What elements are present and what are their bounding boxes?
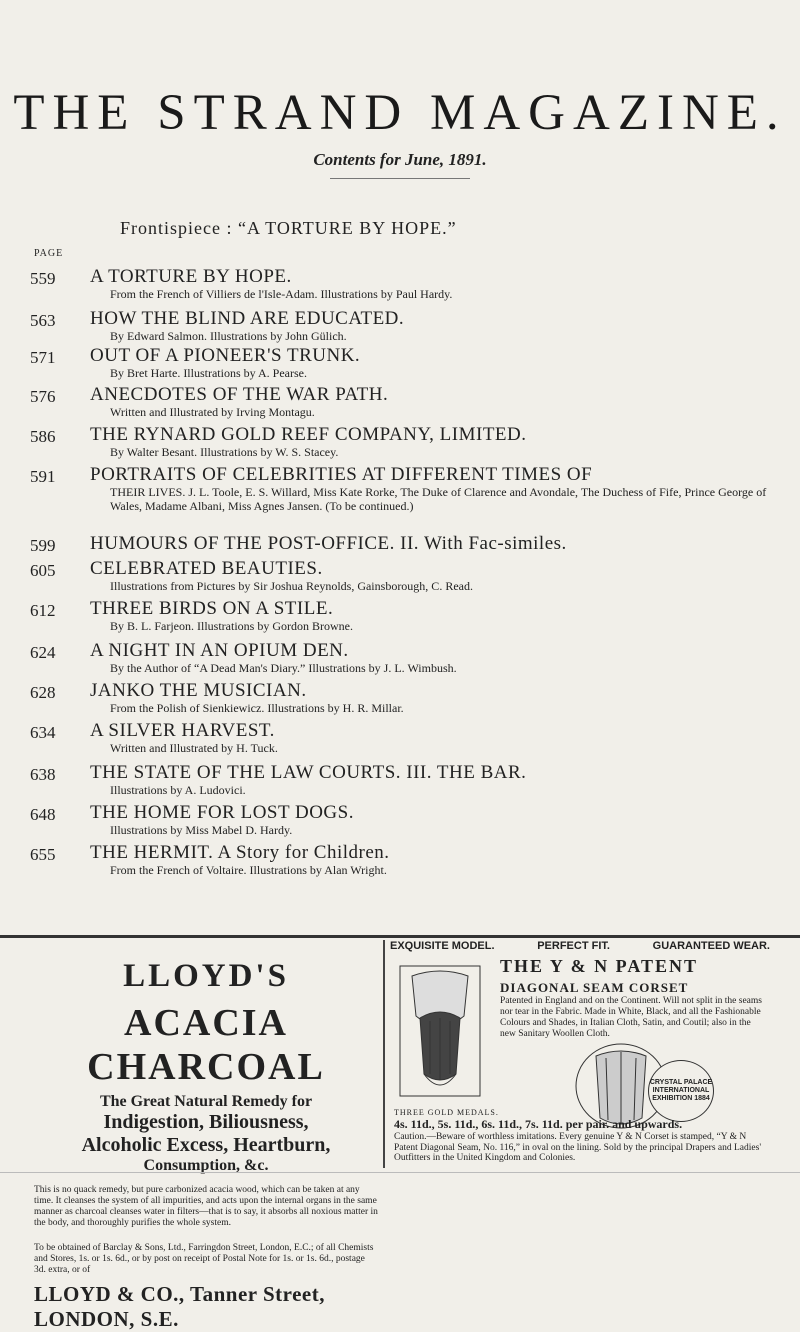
entry-credit: By the Author of “A Dead Man's Diary.” Illustrations by J. L. Wimbush.: [110, 661, 457, 675]
entry-title: THE RYNARD GOLD REEF COMPANY, LIMITED.: [90, 424, 527, 445]
entry-credit: By Walter Besant. Illustrations by W. S. Stacey.: [110, 445, 339, 459]
entry-credit: Illustrations from Pictures by Sir Joshua Reynolds, Gainsborough, C. Read.: [110, 579, 473, 593]
entry-credit: From the Polish of Sienkiewicz. Illustrations by H. R. Millar.: [110, 701, 404, 715]
ad-tagline: Alcoholic Excess, Heartburn,: [81, 1134, 331, 1156]
toc-entry: [30, 384, 790, 424]
entry-title: A SILVER HARVEST.: [90, 720, 275, 741]
corset-ad: [390, 940, 770, 1170]
entry-credit: By B. L. Farjeon. Illustrations by Gordon Browne.: [110, 619, 353, 633]
entry-title: THE STATE OF THE LAW COURTS. III. THE BAR.: [90, 762, 527, 783]
prices-line: 4s. 11d., 5s. 11d., 6s. 11d., 7s. 11d. per pair. and upwards.: [394, 1117, 683, 1131]
ad-header-right: GUARANTEED WEAR.: [652, 940, 770, 952]
ad-divider: [383, 940, 385, 1168]
page-number: 628: [30, 683, 56, 702]
ad-address: To be obtained of Barclay & Sons, Ltd., Farringdon Street, London, E.C.; of all Chemists and Stores, 1s. or 1s. 6d., or by post on receipt of Postal Note for 1s. or 1s. 6d., postage 3d. extra, or of: [34, 1243, 374, 1275]
entry-title: THE HOME FOR LOST DOGS.: [90, 802, 354, 823]
divider: [330, 178, 470, 179]
page-number: 563: [30, 311, 56, 330]
ad-tagline: Indigestion, Biliousness,: [103, 1111, 309, 1133]
toc-entry: [30, 640, 790, 680]
corset-description: Patented in England and on the Continent. Will not split in the seams nor tear in the Fabric. Made in White, Black, and all the Fashionable Colours and Shades, in Italian Cloth, Satin, and Coutil; also in the new Sanitary Woollen Cloth.: [500, 996, 762, 1039]
entry-title: A NIGHT IN AN OPIUM DEN.: [90, 640, 349, 661]
toc-entry: [30, 533, 790, 558]
entry-title: HUMOURS OF THE POST-OFFICE. II. With Fac-similes.: [90, 533, 567, 554]
toc-entry: [30, 680, 790, 720]
page-number: 624: [30, 643, 56, 662]
masthead: THE STRAND MAGAZINE.: [13, 85, 787, 141]
page-number: 559: [30, 269, 56, 288]
page-number: 638: [30, 765, 56, 784]
page-number: 655: [30, 845, 56, 864]
entry-title: HOW THE BLIND ARE EDUCATED.: [90, 308, 405, 329]
entry-title: ANECDOTES OF THE WAR PATH.: [90, 384, 389, 405]
toc-entry: [30, 266, 790, 308]
entry-title: PORTRAITS OF CELEBRITIES AT DIFFERENT TIMES OF: [90, 464, 593, 485]
page-number: 599: [30, 536, 56, 555]
toc-entry: [30, 308, 790, 345]
caution-text: Caution.—Beware of worthless imitations. Every genuine Y & N Corset is stamped, “Y & N Patent Diagonal Seam, No. 116,” in oval on the lining. Sold by the principal Drapers and Ladies' Outfitters in the United Kingdom and Colonies.: [394, 1132, 762, 1163]
corset-figure-illustration: [390, 956, 490, 1104]
ad-tagline: Consumption, &c.: [143, 1157, 269, 1174]
entry-credit: Illustrations by A. Ludovici.: [110, 783, 246, 797]
ad-header-left: EXQUISITE MODEL.: [390, 940, 495, 952]
bottom-rule: [0, 1172, 800, 1173]
page-number: 576: [30, 387, 56, 406]
page-number: 591: [30, 467, 56, 486]
corset-brand: THE Y & N PATENT: [500, 956, 699, 976]
entry-credit: Written and Illustrated by H. Tuck.: [110, 741, 278, 755]
ad-tagline: The Great Natural Remedy for: [99, 1093, 313, 1110]
ad-header-mid: PERFECT FIT.: [537, 940, 610, 952]
toc-entry: [30, 842, 790, 880]
ad-section-rule: [0, 935, 800, 938]
page-number: 648: [30, 805, 56, 824]
medals-line: THREE GOLD MEDALS.: [394, 1108, 499, 1117]
entry-title: THE HERMIT. A Story for Children.: [90, 842, 390, 863]
ad-brand: LLOYD'S: [123, 958, 289, 994]
entry-title: THREE BIRDS ON A STILE.: [90, 598, 334, 619]
ad-body: This is no quack remedy, but pure carbonized acacia wood, which can be taken at any time. It cleanses the system of all impurities, and acts upon the internal organs in the same manner as charcoal cleanses water in filters—that is to say, it absorbs all noxious matter in the body, and thoroughly purifies the whole system.: [34, 1185, 378, 1228]
page-number: 586: [30, 427, 56, 446]
toc-entry: [30, 598, 790, 640]
entry-credit: THEIR LIVES. J. L. Toole, E. S. Willard, Miss Kate Rorke, The Duke of Clarence and Avondale, The Duchess of Fife, Prince George of Wales, Madame Albani, Miss Agnes Jansen. (To be continued.): [110, 485, 767, 513]
entry-title: CELEBRATED BEAUTIES.: [90, 558, 323, 579]
page-column-label: PAGE: [34, 248, 64, 259]
corset-product: DIAGONAL SEAM CORSET: [500, 980, 689, 995]
toc-entry: [30, 464, 790, 533]
page-number: 571: [30, 348, 56, 367]
toc-entry: [30, 558, 790, 598]
entry-title: A TORTURE BY HOPE.: [90, 266, 292, 287]
toc-entry: [30, 802, 790, 842]
page-number: 605: [30, 561, 56, 580]
frontispiece-line: Frontispiece : “A TORTURE BY HOPE.”: [120, 218, 457, 238]
page-number: 634: [30, 723, 56, 742]
table-of-contents: [30, 266, 790, 880]
ad-product: ACACIA CHARCOAL: [87, 1002, 325, 1088]
exhibition-badge: CRYSTAL PALACE INTERNATIONAL EXHIBITION 1884: [648, 1060, 714, 1122]
entry-credit: From the French of Villiers de l'Isle-Adam. Illustrations by Paul Hardy.: [110, 287, 453, 301]
toc-entry: [30, 424, 790, 464]
lloyds-charcoal-ad: [34, 942, 378, 1331]
entry-title: JANKO THE MUSICIAN.: [90, 680, 307, 701]
ad-header: [390, 940, 770, 952]
toc-entry: [30, 762, 790, 802]
entry-credit: Written and Illustrated by Irving Montagu.: [110, 405, 315, 419]
entry-credit: By Edward Salmon. Illustrations by John Gülich.: [110, 329, 347, 343]
contents-subtitle: Contents for June, 1891.: [313, 150, 487, 169]
toc-entry: [30, 720, 790, 762]
entry-credit: Illustrations by Miss Mabel D. Hardy.: [110, 823, 293, 837]
ad-footer: LLOYD & CO., Tanner Street, LONDON, S.E.: [34, 1282, 325, 1331]
entry-title: OUT OF A PIONEER'S TRUNK.: [90, 345, 361, 366]
entry-credit: From the French of Voltaire. Illustrations by Alan Wright.: [110, 863, 387, 877]
entry-credit: By Bret Harte. Illustrations by A. Pearse.: [110, 366, 307, 380]
page-number: 612: [30, 601, 56, 620]
toc-entry: [30, 345, 790, 384]
